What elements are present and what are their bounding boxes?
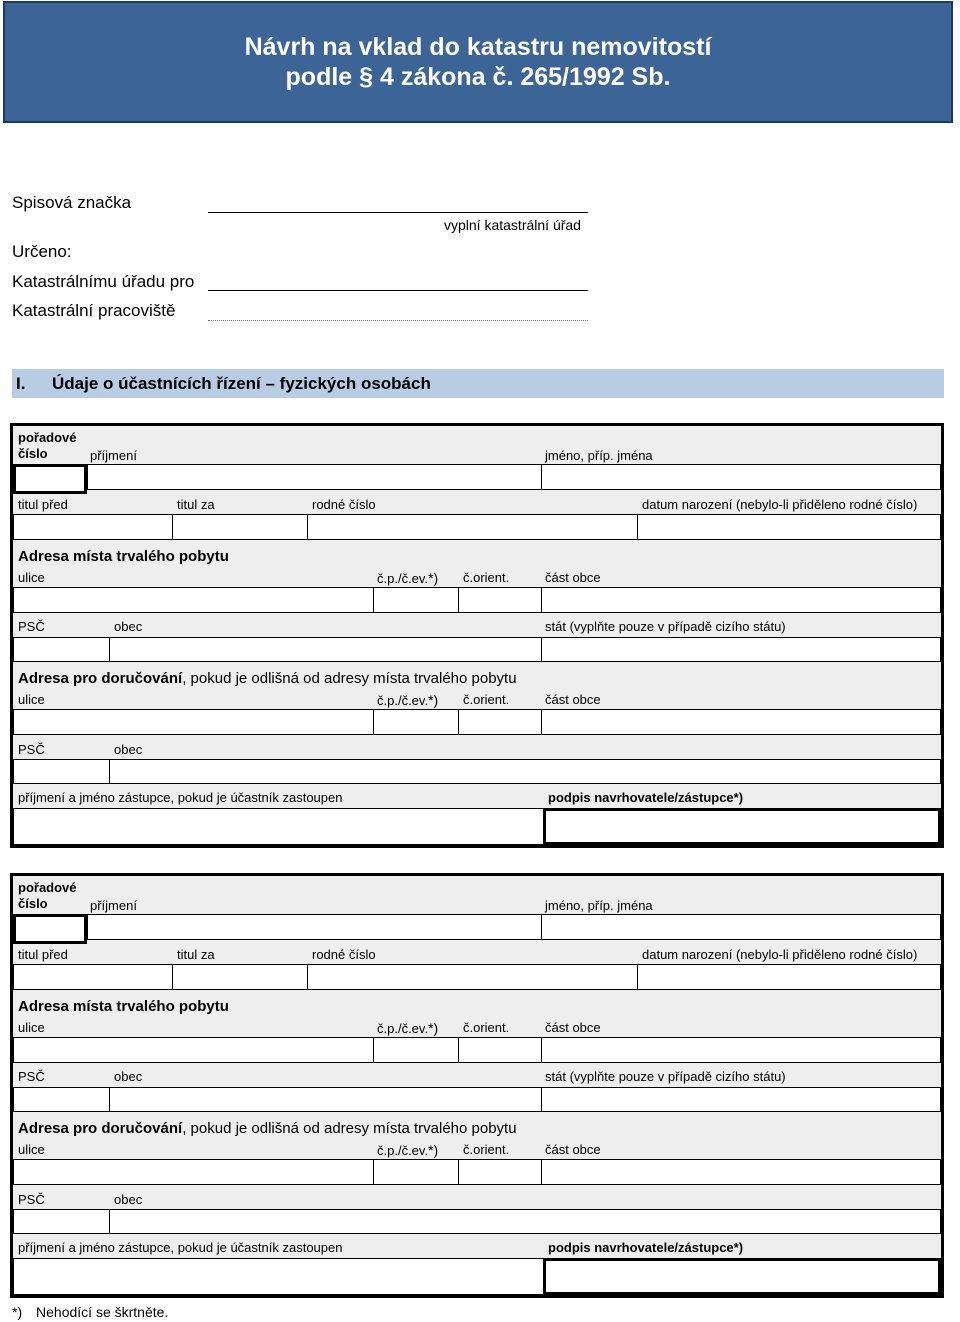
obec-doruc-input[interactable]	[109, 759, 941, 784]
ulice-doruc-input[interactable]	[13, 709, 374, 735]
obec-input-2[interactable]	[109, 1087, 542, 1112]
jmeno-input[interactable]	[541, 464, 941, 490]
cp-star-2: *)	[428, 1020, 439, 1036]
participant-block-2	[10, 873, 944, 1298]
titul-pred-input-2[interactable]	[13, 964, 173, 990]
section-title: Údaje o účastnících řízení – fyzických osobách	[52, 373, 431, 393]
psc-doruc-label-2: PSČ	[18, 1192, 45, 1207]
prijmeni-label-2: příjmení	[90, 898, 137, 913]
participant-block-1	[10, 423, 944, 848]
katastralni-pracoviste-label: Katastrální pracoviště	[12, 301, 176, 320]
cp-doruc-star: *)	[428, 692, 439, 708]
cp-text: č.p./č.ev.	[377, 571, 429, 586]
jmeno-input-2[interactable]	[541, 914, 941, 940]
datum-narozeni-input-2[interactable]	[637, 964, 941, 990]
title-line-1: Návrh na vklad do katastru nemovitostí	[244, 33, 712, 61]
ulice-input[interactable]	[13, 587, 374, 613]
corient-label: č.orient.	[463, 570, 510, 585]
cast-obce-doruc-label: část obce	[545, 692, 601, 707]
footnote-text: Nehodící se škrtněte.	[36, 1304, 169, 1320]
titul-za-input-2[interactable]	[172, 964, 308, 990]
zastupce-input[interactable]	[13, 808, 544, 845]
obec-doruc-label-2: obec	[114, 1192, 143, 1207]
cp-label	[377, 570, 438, 586]
zastupce-input-2[interactable]	[13, 1258, 544, 1295]
section-header	[12, 369, 944, 398]
podpis-field[interactable]	[543, 808, 941, 845]
stat-label: stát (vyplňte pouze v případě cizího státu)	[545, 619, 786, 634]
prijmeni-input-2[interactable]	[87, 914, 542, 940]
cislo-label: číslo	[18, 446, 48, 461]
rodne-cislo-label: rodné číslo	[312, 497, 376, 512]
footnote-star: *)	[12, 1304, 23, 1320]
cp-label-2	[377, 1020, 438, 1036]
adresa-doruc-bold-2: Adresa pro doručování	[18, 1120, 183, 1137]
corient-input-2[interactable]	[458, 1037, 542, 1063]
stat-input-2[interactable]	[541, 1087, 941, 1112]
cp-input[interactable]	[373, 587, 459, 613]
titul-za-label: titul za	[177, 497, 215, 512]
zastupce-label: příjmení a jméno zástupce, pokud je účastník zastoupen	[18, 790, 343, 805]
ulice-label-2: ulice	[18, 1020, 45, 1035]
katastralni-urad-label: Katastrálnímu úřadu pro	[12, 272, 195, 291]
katastralni-urad-field[interactable]	[208, 290, 588, 291]
datum-narozeni-input[interactable]	[637, 514, 941, 540]
datum-narozeni-label-2: datum narození (nebylo-li přiděleno rodné číslo)	[642, 947, 918, 962]
psc-label-2: PSČ	[18, 1069, 45, 1084]
datum-narozeni-label: datum narození (nebylo-li přiděleno rodné číslo)	[642, 497, 918, 512]
spisova-znacka-label: Spisová značka	[12, 193, 132, 212]
cislo-label-2: číslo	[18, 896, 48, 911]
footnote	[12, 1304, 168, 1320]
corient-label-2: č.orient.	[463, 1020, 510, 1035]
cp-doruc-text-2: č.p./č.ev.	[377, 1143, 429, 1158]
section-number: I.	[16, 373, 26, 393]
obec-label-2: obec	[114, 1069, 143, 1084]
cast-obce-doruc-input[interactable]	[541, 709, 941, 735]
cast-obce-input-2[interactable]	[541, 1037, 941, 1063]
poradove-label: pořadové	[18, 430, 77, 445]
psc-input[interactable]	[13, 637, 110, 662]
prijmeni-label: příjmení	[90, 448, 137, 463]
cp-doruc-input-2[interactable]	[373, 1159, 459, 1185]
corient-doruc-label: č.orient.	[463, 692, 510, 707]
obec-label: obec	[114, 619, 143, 634]
adresa-trvaleho-heading-2: Adresa místa trvalého pobytu	[18, 998, 229, 1015]
adresa-doruc-rest-2: , pokud je odlišná od adresy místa trvalého pobytu	[182, 1120, 517, 1137]
titul-pred-input[interactable]	[13, 514, 173, 540]
katastralni-pracoviste-field[interactable]	[208, 320, 588, 321]
titul-za-label-2: titul za	[177, 947, 215, 962]
cast-obce-input[interactable]	[541, 587, 941, 613]
cp-input-2[interactable]	[373, 1037, 459, 1063]
corient-doruc-input[interactable]	[458, 709, 542, 735]
psc-doruc-input[interactable]	[13, 759, 110, 784]
cast-obce-label-2: část obce	[545, 1020, 601, 1035]
psc-doruc-input-2[interactable]	[13, 1209, 110, 1234]
rodne-cislo-label-2: rodné číslo	[312, 947, 376, 962]
titul-za-input[interactable]	[172, 514, 308, 540]
adresa-doruc-heading-2	[18, 1120, 517, 1137]
spisova-znacka-field[interactable]	[208, 212, 588, 213]
adresa-doruc-rest: , pokud je odlišná od adresy místa trvalého pobytu	[182, 670, 517, 687]
cast-obce-label: část obce	[545, 570, 601, 585]
podpis-label-2: podpis navrhovatele/zástupce*)	[548, 1240, 744, 1255]
rodne-cislo-input-2[interactable]	[307, 964, 638, 990]
obec-doruc-label: obec	[114, 742, 143, 757]
ulice-label: ulice	[18, 570, 45, 585]
stat-input[interactable]	[541, 637, 941, 662]
ulice-doruc-label: ulice	[18, 692, 45, 707]
title-line-2: podle § 4 zákona č. 265/1992 Sb.	[285, 63, 671, 91]
ulice-input-2[interactable]	[13, 1037, 374, 1063]
zastupce-label-2: příjmení a jméno zástupce, pokud je účastník zastoupen	[18, 1240, 343, 1255]
cp-doruc-input[interactable]	[373, 709, 459, 735]
prijmeni-input[interactable]	[87, 464, 542, 490]
title-banner	[3, 1, 953, 123]
cast-obce-doruc-input-2[interactable]	[541, 1159, 941, 1185]
cp-doruc-text: č.p./č.ev.	[377, 693, 429, 708]
adresa-doruc-bold: Adresa pro doručování	[18, 670, 183, 687]
obec-input[interactable]	[109, 637, 542, 662]
psc-input-2[interactable]	[13, 1087, 110, 1112]
cp-doruc-star-2: *)	[428, 1142, 439, 1158]
cp-star: *)	[428, 570, 439, 586]
corient-doruc-label-2: č.orient.	[463, 1142, 510, 1157]
psc-doruc-label: PSČ	[18, 742, 45, 757]
titul-pred-label-2: titul před	[18, 947, 68, 962]
cp-text-2: č.p./č.ev.	[377, 1021, 429, 1036]
adresa-trvaleho-heading: Adresa místa trvalého pobytu	[18, 548, 229, 565]
psc-label: PSČ	[18, 619, 45, 634]
rodne-cislo-input[interactable]	[307, 514, 638, 540]
obec-doruc-input-2[interactable]	[109, 1209, 941, 1234]
jmeno-label: jméno, příp. jména	[545, 448, 653, 463]
podpis-label: podpis navrhovatele/zástupce*)	[548, 790, 744, 805]
vyplni-note: vyplní katastrální úřad	[444, 217, 581, 233]
corient-doruc-input-2[interactable]	[458, 1159, 542, 1185]
ulice-doruc-input-2[interactable]	[13, 1159, 374, 1185]
ulice-doruc-label-2: ulice	[18, 1142, 45, 1157]
poradove-cislo-input[interactable]	[13, 464, 87, 494]
podpis-field-2[interactable]	[543, 1258, 941, 1295]
urceno-label: Určeno:	[12, 242, 72, 261]
titul-pred-label: titul před	[18, 497, 68, 512]
poradove-label-2: pořadové	[18, 880, 77, 895]
cp-doruc-label	[377, 692, 438, 708]
cp-doruc-label-2	[377, 1142, 438, 1158]
poradove-cislo-input-2[interactable]	[13, 914, 87, 944]
stat-label-2: stát (vyplňte pouze v případě cizího státu)	[545, 1069, 786, 1084]
corient-input[interactable]	[458, 587, 542, 613]
jmeno-label-2: jméno, příp. jména	[545, 898, 653, 913]
adresa-doruc-heading	[18, 670, 517, 687]
cast-obce-doruc-label-2: část obce	[545, 1142, 601, 1157]
